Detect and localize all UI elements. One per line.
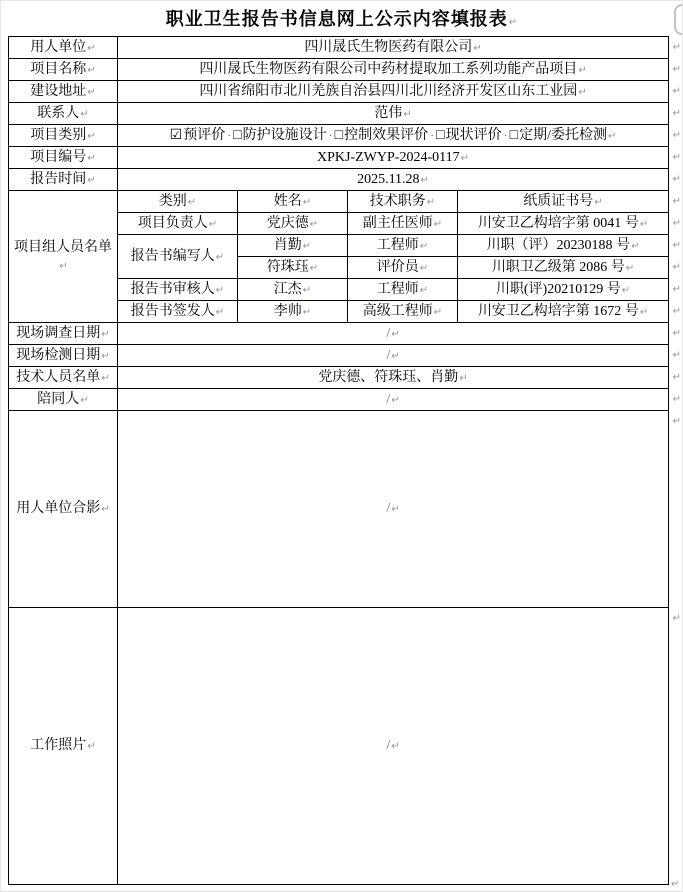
pilcrow-mark: ↵ [420,174,429,186]
cell-text: 副主任医师 [362,215,433,231]
row-survey-date [9,323,669,345]
team-category-cell-writer [118,235,238,279]
cell-text: 工程师 [376,237,419,253]
header-text: 姓名 [273,193,302,209]
pilcrow-mark: ↵ [80,394,89,406]
pilcrow-mark: ↵ [80,108,89,120]
row-end-mark: ↵ [672,173,682,185]
field-value-category [118,125,682,147]
label-text: 陪同人 [37,391,80,407]
pilcrow-mark: ↵ [87,64,96,76]
label-text: 技术人员名单 [16,369,101,385]
cell-text: 符珠珏 [266,259,309,275]
field-label-team [9,191,118,323]
cell-text: 报告书编写人 [130,248,215,264]
cell-text: 川职（评）20230188 号 [486,237,631,253]
pilcrow-mark: ↵ [215,251,225,263]
pilcrow-mark: ↵ [101,350,110,362]
pilcrow-mark: ↵ [631,240,640,252]
pilcrow-mark: ↵ [433,218,443,230]
row-report-date [9,169,669,191]
pilcrow-mark: ↵ [391,394,400,406]
team-category-cell [118,279,238,301]
cell-text: 报告书审核人 [130,281,215,297]
pilcrow-mark: ↵ [433,306,443,318]
cell-text: 川职卫乙级第 2086 号 [491,259,625,275]
option-label: 定期/委托检测 [519,127,607,143]
form-table [8,36,682,885]
field-label-work-photo [9,608,118,885]
team-name-cell [238,213,348,235]
checkbox-option-periodic-testing [510,128,607,143]
cell-text: 高级工程师 [362,303,433,319]
field-label-survey-date [9,323,118,345]
cell-text: 评价员 [376,259,419,275]
label-text: 建设地址 [30,83,87,99]
field-value-tech-staff [118,367,682,389]
label-text: 项目编号 [30,149,87,165]
pilcrow-mark: ↵ [302,284,312,296]
value-text: / [386,738,391,754]
option-label: 控制效果评价 [344,127,429,143]
team-name-cell [238,257,348,279]
unchecked-checkbox-icon: □ [334,127,344,143]
row-end-mark: ↵ [672,85,682,97]
team-name-cell [238,301,348,323]
row-end-mark: ↵ [672,283,682,295]
row-end-mark: ↵ [672,261,682,273]
row-project-no [9,147,669,169]
row-end-mark: ↵ [672,41,682,53]
value-text: / [386,501,391,517]
pilcrow-mark: ↵ [101,328,110,340]
pilcrow-mark: ↵ [215,306,225,318]
pilcrow-mark: ↵ [302,196,312,208]
label-text: 现场调查日期 [16,325,101,341]
checked-checkbox-icon: ☑ [169,127,183,143]
field-value-address [118,81,682,103]
pilcrow-mark: ↵ [215,284,225,296]
value-text: 党庆德、符珠珏、肖勤 [318,369,459,385]
row-end-mark: ↵ [672,416,682,427]
cell-text: 项目负责人 [137,215,208,231]
team-cert-cell [458,301,682,323]
pilcrow-mark: ↵ [508,17,518,28]
pilcrow-mark: ↵ [208,218,218,230]
row-end-mark: ↵ [672,129,682,141]
row-end-mark: ↵ [672,63,682,75]
field-label-employer [9,37,118,59]
value-text: 2025.11.28 [357,171,420,187]
row-contact [9,103,669,125]
cell-text: 李帅 [273,303,302,319]
cell-text: 江杰 [273,281,302,297]
team-cert-cell [458,213,682,235]
row-end-mark: ↵ [672,217,682,229]
label-text: 现场检测日期 [16,347,101,363]
row-end-mark: ↵ [672,305,682,317]
row-category [9,125,669,147]
unchecked-checkbox-icon: □ [436,127,445,143]
label-text: 工作照片 [30,738,87,754]
pilcrow-mark: ↵ [309,218,319,230]
pilcrow-mark: ↵ [403,108,412,120]
checkbox-option-pre-evaluation [170,128,226,143]
field-label-tech-staff [9,367,118,389]
field-value-contact [118,103,682,125]
pilcrow-mark: ↵ [87,741,96,753]
field-value-project-name [118,59,682,81]
document-end-mark: ↵ [671,879,680,890]
checkbox-option-status-quo [436,128,501,143]
pilcrow-mark: ↵ [87,130,96,142]
value-text: 范伟 [374,105,403,121]
space-dot-mark: · [503,127,508,142]
pilcrow-mark: ↵ [87,152,96,164]
row-employer [9,37,669,59]
label-text: 项目名称 [30,61,87,77]
pilcrow-mark: ↵ [419,262,429,274]
pilcrow-mark: ↵ [607,130,617,142]
pilcrow-mark: ↵ [639,218,649,230]
team-cert-cell [458,279,682,301]
cell-text: 党庆德 [266,215,309,231]
checkbox-option-protective-design [233,128,326,143]
field-value-report-date [118,169,682,191]
field-label-category [9,125,118,147]
pilcrow-mark: ↵ [59,260,68,272]
pilcrow-mark: ↵ [426,196,436,208]
checkbox-option-control-effect [335,128,428,143]
label-text: 项目组人员名单 [14,240,112,255]
field-label-address [9,81,118,103]
pilcrow-mark: ↵ [625,262,635,274]
space-dot-mark: · [328,127,333,142]
team-name-cell [238,279,348,301]
value-text: / [386,325,391,341]
field-value-test-date [118,345,682,367]
pilcrow-mark: ↵ [419,240,429,252]
field-value-employer [118,37,682,59]
pilcrow-mark: ↵ [639,306,649,318]
row-group-photo [9,411,669,608]
row-project-name [9,59,669,81]
pilcrow-mark: ↵ [187,196,197,208]
row-accompany [9,389,669,411]
value-text: 四川晟氏生物医药有限公司中药材提取加工系列功能产品项目 [199,61,578,77]
unchecked-checkbox-icon: □ [233,127,242,143]
team-header-category [118,191,238,213]
field-label-group-photo [9,411,118,608]
row-address [9,81,669,103]
value-text: XPKJ-ZWYP-2024-0117 [317,149,460,165]
team-title-cell [348,213,458,235]
pilcrow-mark: ↵ [391,504,400,516]
field-value-survey-date [118,323,682,345]
pilcrow-mark: ↵ [391,741,400,753]
cell-text: 川安卫乙构培字第 1672 号 [477,303,639,319]
pilcrow-mark: ↵ [309,262,319,274]
row-test-date [9,345,669,367]
pilcrow-mark: ↵ [473,42,482,54]
pilcrow-mark: ↵ [459,372,468,384]
row-work-photo [9,608,669,885]
team-cert-cell [458,235,682,257]
pilcrow-mark: ↵ [621,284,631,296]
field-label-report-date [9,169,118,191]
team-title-cell [348,301,458,323]
row-end-mark: ↵ [672,371,682,383]
cell-text: 川职(评)20210129 号 [495,281,621,297]
field-value-project-no [118,147,682,169]
label-text: 用人单位合影 [16,501,101,517]
cell-text: 工程师 [376,281,419,297]
pilcrow-mark: ↵ [87,174,96,186]
team-cert-cell [458,257,682,279]
team-header-cert [458,191,682,213]
pilcrow-mark: ↵ [391,328,400,340]
pilcrow-mark: ↵ [302,306,312,318]
value-text: / [386,347,391,363]
field-value-group-photo [118,411,682,608]
cell-text: 肖勤 [273,237,302,253]
page-edge-widget [674,4,683,35]
field-label-accompany [9,389,118,411]
header-text: 技术职务 [369,193,426,209]
team-category-cell [118,301,238,323]
field-label-test-date [9,345,118,367]
label-text: 报告时间 [30,171,87,187]
team-title-cell [348,257,458,279]
row-end-mark: ↵ [672,393,682,405]
team-header-title [348,191,458,213]
value-text: 四川省绵阳市北川羌族自治县四川北川经济开发区山东工业园 [199,83,578,99]
label-text: 联系人 [37,105,80,121]
row-tech-staff [9,367,669,389]
pilcrow-mark: ↵ [460,152,469,164]
option-label: 现状评价 [445,127,502,143]
row-end-mark: ↵ [672,239,682,251]
field-label-contact [9,103,118,125]
pilcrow-mark: ↵ [101,504,110,516]
option-label: 预评价 [183,127,226,143]
pilcrow-mark: ↵ [391,350,400,362]
field-value-accompany [118,389,682,411]
pilcrow-mark: ↵ [101,372,110,384]
field-value-work-photo [118,608,682,885]
pilcrow-mark: ↵ [87,86,96,98]
space-dot-mark: · [430,127,435,142]
field-label-project-no [9,147,118,169]
team-category-cell [118,213,238,235]
page-title: 职业卫生报告书信息网上公示内容填报表 [165,9,508,29]
header-text: 类别 [158,193,187,209]
pilcrow-mark: ↵ [594,196,603,208]
team-name-cell [238,235,348,257]
pilcrow-mark: ↵ [87,42,96,54]
cell-text: 报告书签发人 [130,303,215,319]
row-end-mark: ↵ [672,349,682,361]
row-end-mark: ↵ [672,613,682,624]
title-line [1,6,682,33]
pilcrow-mark: ↵ [578,64,587,76]
row-end-mark: ↵ [672,151,682,163]
value-text: 四川晟氏生物医药有限公司 [304,39,473,55]
row-end-mark: ↵ [672,195,682,207]
label-text: 项目类别 [30,127,87,143]
row-team-header [9,191,669,213]
header-text: 纸质证书号 [523,193,594,209]
unchecked-checkbox-icon: □ [509,127,519,143]
field-label-project-name [9,59,118,81]
team-header-name [238,191,348,213]
row-end-mark: ↵ [672,107,682,119]
label-text: 用人单位 [30,39,87,55]
cell-text: 川安卫乙构培字第 0041 号 [477,215,639,231]
value-text: / [386,391,391,407]
team-title-cell [348,279,458,301]
pilcrow-mark: ↵ [419,284,429,296]
space-dot-mark: · [227,127,232,142]
pilcrow-mark: ↵ [302,240,312,252]
team-title-cell [348,235,458,257]
row-end-mark: ↵ [672,327,682,339]
pilcrow-mark: ↵ [578,86,587,98]
option-label: 防护设施设计 [242,127,327,143]
